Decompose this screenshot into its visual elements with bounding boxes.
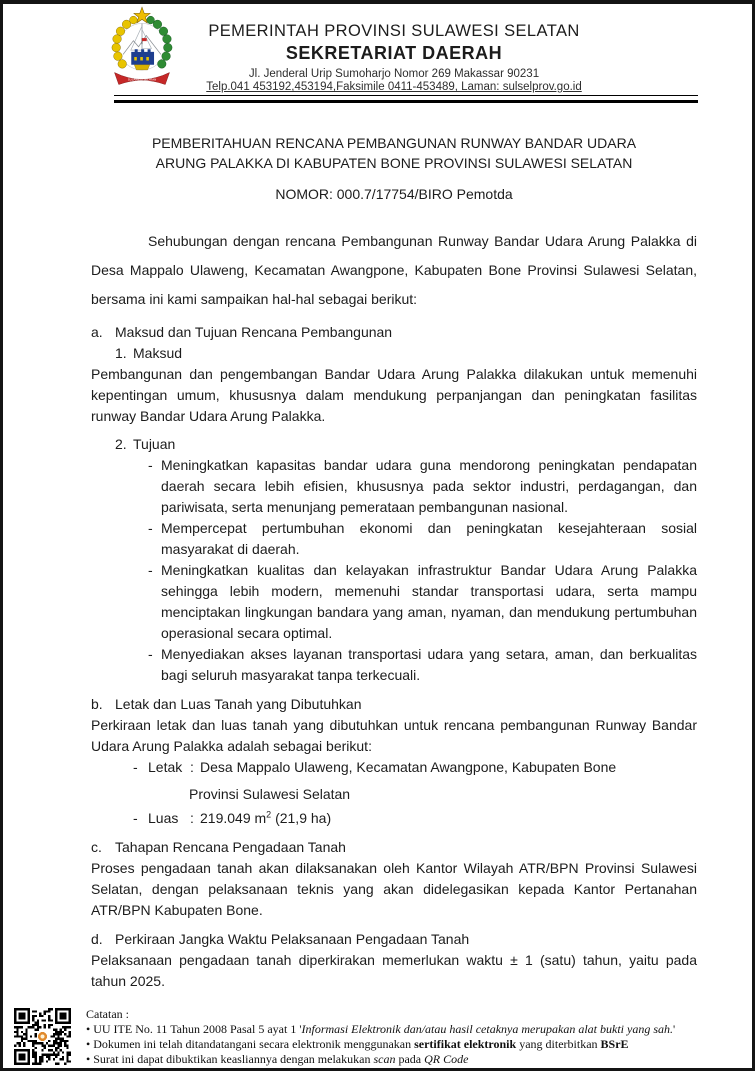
note3-scan: scan (373, 1052, 396, 1066)
luas-value-hectare: (21,9 ha) (271, 810, 332, 826)
section-b (91, 694, 697, 829)
tujuan-item-1 (148, 455, 697, 518)
section-b-body: Perkiraan letak dan luas tanah yang dibutuhkan untuk rencana pembangunan Runway Bandar Udara Arung Palakka adalah sebagai berikut: (91, 717, 697, 754)
section-d-heading: Perkiraan Jangka Waktu Pelaksanaan Pengadaan Tanah (115, 931, 470, 947)
footer-note-1 (86, 1022, 675, 1037)
luas-value (200, 808, 697, 829)
header-divider (114, 95, 698, 103)
letak-row (133, 757, 697, 778)
section-d-heading-row (91, 929, 697, 950)
section-c-heading: Tahapan Rencana Pengadaan Tanah (115, 839, 346, 855)
footer-note-2 (86, 1037, 675, 1052)
section-d-body: Pelaksanaan pengadaan tanah diperkirakan memerlukan waktu ± 1 (satu) tahun, yaitu pada tahun 2025. (91, 952, 697, 989)
maksud-heading: Maksud (133, 345, 183, 361)
luas-row (133, 808, 697, 829)
note3-prefix: • Surat ini dapat dibuktikan keasliannya dengan melakukan (86, 1052, 374, 1066)
tujuan-item-4-text: Menyediakan akses layanan transportasi udara yang setara, aman, dan berkualitas bagi seluruh masyarakat tanpa terkecuali. (161, 646, 697, 683)
letterhead (3, 4, 752, 93)
office-name: SEKRETARIAT DAERAH (285, 43, 503, 63)
section-a-label: a. (91, 324, 103, 340)
tujuan-heading: Tujuan (133, 436, 176, 452)
letak-value-line2: Provinsi Sulawesi Selatan (189, 786, 351, 802)
maksud-heading-row (115, 343, 697, 364)
footer-note-3 (86, 1052, 675, 1067)
luas-separator: : (190, 810, 194, 826)
luas-value-number: 219.049 m (200, 810, 267, 826)
dash-bullet: - (133, 759, 138, 775)
tujuan-item-2 (148, 518, 697, 560)
qr-code-icon (14, 1008, 71, 1065)
section-c (91, 837, 697, 921)
document-number: NOMOR: 000.7/17754/BIRO Pemotda (275, 186, 513, 202)
tujuan-item-4 (148, 644, 697, 686)
letak-separator: : (190, 759, 194, 775)
letak-key: Letak (148, 759, 183, 775)
document-title-line2: ARUNG PALAKKA DI KABUPATEN BONE PROVINSI SULAWESI SELATAN (155, 155, 633, 171)
office-address: Jl. Jenderal Urip Sumoharjo Nomor 269 Makassar 90231 (248, 68, 540, 80)
note2-prefix: • Dokumen ini telah ditandatangani secara elektronik menggunakan (86, 1037, 415, 1051)
dash-bullet: - (148, 562, 153, 578)
note2-certificate: sertifikat elektronik (414, 1037, 517, 1051)
luas-key: Luas (148, 810, 179, 826)
tujuan-heading-row (115, 434, 697, 455)
note1-prefix: • UU ITE No. 11 Tahun 2008 Pasal 5 ayat 1 ' (86, 1022, 302, 1036)
note1-suffix: ' (673, 1022, 676, 1036)
tujuan-item-1-text: Meningkatkan kapasitas bandar udara guna mendorong peningkatan pendapatan daerah secara lebih efisien, khususnya pada sektor industri, perdagangan, dan pariwisata, serta menunjang pemerataan pembangunan nasional. (161, 457, 697, 515)
catatan-label: Catatan : (86, 1007, 129, 1021)
document-title-line1: PEMBERITAHUAN RENCANA PEMBANGUNAN RUNWAY BANDAR UDARA (151, 135, 637, 151)
tujuan-item-3-text: Meningkatkan kualitas dan kelayakan infrastruktur Bandar Udara Arung Palakka sehingga lebih modern, memenuhi standar transportasi udara, serta mampu menciptakan lingkungan bandara yang aman, nyaman, dan mendukung pertumbuhan operasional secara optimal. (161, 562, 697, 641)
section-b-heading-row (91, 694, 697, 715)
section-d (91, 929, 697, 992)
dash-bullet: - (148, 520, 153, 536)
note3-middle: pada (395, 1052, 425, 1066)
section-b-label: b. (91, 696, 103, 712)
dash-bullet: - (148, 646, 153, 662)
note2-middle: yang diterbitkan (516, 1037, 601, 1051)
section-a-heading: Maksud dan Tujuan Rencana Pembangunan (115, 324, 393, 340)
intro-paragraph: Sehubungan dengan rencana Pembangunan Runway Bandar Udara Arung Palakka di Desa Mappalo Ulaweng, Kecamatan Awangpone, Kabupaten Bone Provinsi Sulawesi Selatan, bersama ini kami sampaikan hal-hal sebagai berikut: (91, 233, 697, 307)
tujuan-label: 2. (115, 436, 127, 452)
section-c-label: c. (91, 839, 102, 855)
section-a (91, 322, 697, 686)
luas-value-superscript: 2 (266, 809, 272, 820)
note1-quote: Informasi Elektronik dan/atau hasil cetaknya merupakan alat bukti yang sah. (301, 1022, 673, 1036)
note3-qrcode: QR Code (424, 1052, 469, 1066)
svg-text:SULAWESI SELATAN: SULAWESI SELATAN (127, 77, 157, 82)
note2-issuer: BSrE (600, 1037, 629, 1051)
document-title (91, 133, 697, 173)
south-sulawesi-emblem-icon (99, 6, 185, 90)
section-c-heading-row (91, 837, 697, 858)
dash-bullet: - (148, 457, 153, 473)
dash-bullet: - (133, 810, 138, 826)
maksud-label: 1. (115, 345, 127, 361)
section-b-heading: Letak dan Luas Tanah yang Dibutuhkan (115, 696, 362, 712)
office-contact: Telp.041 453192,453194,Faksimile 0411-453489, Laman: sulselprov.go.id (206, 81, 582, 93)
maksud-body: Pembangunan dan pengembangan Bandar Udara Arung Palakka dilakukan untuk memenuhi kepentingan umum, khususnya dalam mendukung perpanjangan dan peningkatan fasilitas runway Bandar Udara Arung Palakka. (91, 366, 697, 424)
letak-value-line1: Desa Mappalo Ulaweng, Kecamatan Awangpone, Kabupaten Bone (200, 759, 617, 775)
section-a-heading-row (91, 322, 697, 343)
tujuan-item-2-text: Mempercepat pertumbuhan ekonomi dan peningkatan kesejahteraan sosial masyarakat di daerah. (161, 520, 697, 557)
footer (14, 1005, 744, 1067)
footer-notes (86, 1005, 675, 1067)
tujuan-item-3 (148, 560, 697, 644)
government-name: PEMERINTAH PROVINSI SULAWESI SELATAN (208, 22, 580, 40)
section-c-body: Proses pengadaan tanah akan dilaksanakan oleh Kantor Wilayah ATR/BPN Provinsi Sulawesi Selatan, dengan pelaksanaan teknis yang akan didelegasikan kepada Kantor Pertanahan ATR/BPN Kabupaten Bone. (91, 860, 697, 918)
section-d-label: d. (91, 931, 103, 947)
